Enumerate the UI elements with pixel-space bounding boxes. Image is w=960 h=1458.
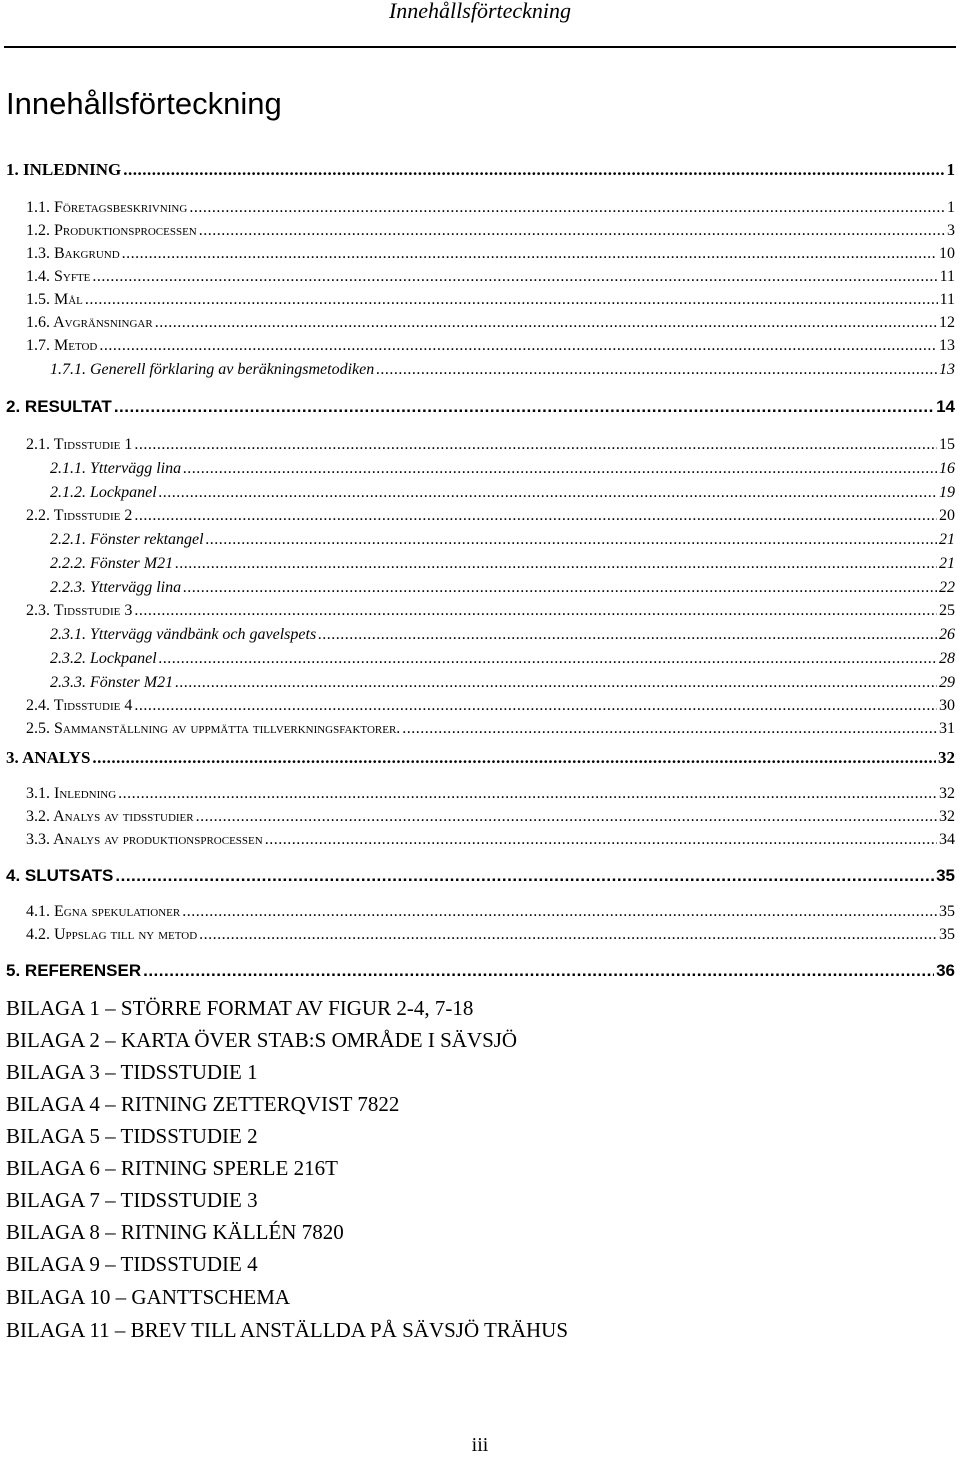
toc-leader — [196, 805, 937, 829]
toc-leader — [183, 457, 937, 481]
toc-leader — [199, 219, 945, 243]
toc-page: 3 — [947, 222, 955, 239]
toc-entry-level3[interactable] — [50, 481, 955, 505]
toc-entry-level1[interactable] — [6, 746, 955, 770]
toc-entry-level2[interactable] — [26, 334, 955, 358]
toc-entry-level1[interactable] — [6, 959, 955, 983]
toc-entry-level3[interactable] — [50, 576, 955, 600]
appendix-item[interactable]: BILAGA 4 – RITNING ZETTERQVIST 7822 — [6, 1092, 400, 1116]
toc-number: 1.2. — [26, 222, 50, 239]
toc-leader — [122, 242, 937, 266]
toc-entry-level1[interactable] — [6, 158, 955, 182]
page-number: iii — [471, 1434, 489, 1456]
toc-page: 32 — [939, 808, 955, 825]
toc-page: 35 — [939, 903, 955, 920]
toc-number: 2.1.2. — [50, 484, 86, 501]
toc-number: 2.1. — [26, 436, 50, 453]
toc-label: Analys av tidsstudier — [53, 808, 194, 825]
toc-page: 22 — [939, 579, 955, 596]
running-header: Innehållsförteckning — [388, 0, 572, 23]
toc-number: 2.2.3. — [50, 579, 86, 596]
toc-number: 3.2. — [26, 808, 50, 825]
toc-leader — [183, 576, 937, 600]
toc-number: 5. — [6, 961, 21, 980]
toc-label: Tidsstudie 3 — [53, 602, 133, 619]
toc-leader — [318, 623, 937, 647]
toc-number: 3.1. — [26, 785, 50, 802]
toc-page: 13 — [939, 361, 955, 378]
toc-leader — [134, 504, 937, 528]
toc-number: 2.3.1. — [50, 626, 86, 643]
toc-entry-level2[interactable] — [26, 265, 955, 289]
toc-entry-level2[interactable] — [26, 288, 955, 312]
toc-label: Sammanställning av uppmätta tillverkningsfaktorer. — [54, 720, 401, 737]
toc-leader — [118, 782, 937, 806]
toc-page: 19 — [939, 484, 955, 501]
toc-entry-level2[interactable] — [26, 242, 955, 266]
toc-number: 1.7.1. — [50, 361, 86, 378]
toc-leader — [159, 647, 937, 671]
toc-page: 12 — [939, 314, 955, 331]
toc-number: 1.3. — [26, 245, 50, 262]
toc-entry-level3[interactable] — [50, 623, 955, 647]
toc-number: 3.3. — [26, 831, 50, 848]
toc-entry-level2[interactable] — [26, 433, 955, 457]
toc-entry-level2[interactable] — [26, 805, 955, 829]
toc-leader — [123, 158, 944, 182]
toc-entry-level2[interactable] — [26, 828, 955, 852]
toc-entry-level3[interactable] — [50, 528, 955, 552]
toc-page: 16 — [939, 460, 955, 477]
toc-page: 29 — [939, 674, 955, 691]
toc-number: 2.3.3. — [50, 674, 86, 691]
toc-leader — [134, 599, 937, 623]
appendix-item[interactable]: BILAGA 7 – TIDSSTUDIE 3 — [6, 1188, 258, 1212]
toc-number: 1. — [6, 160, 19, 179]
toc-number: 2.2.1. — [50, 531, 86, 548]
toc-label: Fönster M21 — [90, 674, 174, 691]
toc-number: 2.2.2. — [50, 555, 86, 572]
toc-label: Fönster rektangel — [90, 531, 204, 548]
toc-label: Uppslag till ny metod — [54, 926, 198, 943]
toc-entry-level3[interactable] — [50, 671, 955, 695]
toc-page: 26 — [939, 626, 955, 643]
toc-leader — [134, 433, 937, 457]
appendix-item[interactable]: BILAGA 2 – KARTA ÖVER STAB:S OMRÅDE I SÄVSJÖ — [6, 1028, 518, 1052]
toc-label: Företagsbeskrivning — [54, 199, 188, 216]
toc-label: Yttervägg lina — [90, 579, 182, 596]
toc-leader — [175, 552, 937, 576]
toc-number: 4.1. — [26, 903, 50, 920]
toc-label: ANALYS — [22, 748, 91, 767]
toc-page: 13 — [939, 337, 955, 354]
toc-label: REFERENSER — [24, 961, 142, 980]
toc-number: 1.7. — [26, 337, 50, 354]
toc-entry-level2[interactable] — [26, 782, 955, 806]
toc-number: 4. — [6, 866, 21, 885]
toc-page: 25 — [939, 602, 955, 619]
toc-label: Metod — [54, 337, 98, 354]
toc-page: 11 — [939, 291, 955, 308]
toc-label: INLEDNING — [23, 160, 122, 179]
toc-page: 35 — [939, 926, 955, 943]
toc-number: 2.3. — [26, 602, 50, 619]
toc-entry-level3[interactable] — [50, 457, 955, 481]
toc-label: Bakgrund — [54, 245, 120, 262]
appendix-item[interactable]: BILAGA 1 – STÖRRE FORMAT AV FIGUR 2-4, 7-18 — [6, 996, 474, 1020]
toc-page: 1 — [946, 160, 955, 179]
toc-number: 2. — [6, 397, 21, 416]
toc-entry-level2[interactable] — [26, 900, 955, 924]
toc-leader — [265, 828, 937, 852]
toc-entry-level2[interactable] — [26, 717, 955, 741]
toc-page: 34 — [939, 831, 955, 848]
toc-leader — [199, 923, 937, 947]
header-rule — [4, 46, 956, 48]
toc-number: 3. — [6, 748, 19, 767]
toc-label: Lockpanel — [90, 484, 157, 501]
toc-number: 1.4. — [26, 268, 50, 285]
toc-leader — [402, 717, 937, 741]
toc-page: 21 — [939, 531, 955, 548]
toc-number: 1.6. — [26, 314, 50, 331]
toc-label: Produktionsprocessen — [54, 222, 197, 239]
toc-entry-level2[interactable] — [26, 219, 955, 243]
toc-number: 2.3.2. — [50, 650, 86, 667]
toc-leader — [99, 334, 937, 358]
toc-leader — [189, 196, 945, 220]
toc-entry-level3[interactable] — [50, 647, 955, 671]
toc-label: Generell förklaring av beräkningsmetodiken — [90, 361, 375, 378]
toc-page: 21 — [939, 555, 955, 572]
toc-leader — [134, 694, 937, 718]
toc-page: 1 — [947, 199, 955, 216]
toc-page: 30 — [939, 697, 955, 714]
toc-number: 2.2. — [26, 507, 50, 524]
appendix-item[interactable]: BILAGA 9 – TIDSSTUDIE 4 — [6, 1252, 258, 1276]
toc-label: Avgränsningar — [53, 314, 153, 331]
toc-entry-level2[interactable] — [26, 504, 955, 528]
toc-leader — [85, 288, 938, 312]
appendix-item[interactable]: BILAGA 8 – RITNING KÄLLÉN 7820 — [6, 1220, 344, 1244]
toc-leader — [155, 311, 937, 335]
appendix-item[interactable]: BILAGA 11 – BREV TILL ANSTÄLLDA PÅ SÄVSJÖ TRÄHUS — [6, 1318, 569, 1342]
toc-label: Tidsstudie 1 — [53, 436, 133, 453]
toc-page: 35 — [936, 866, 955, 885]
toc-leader — [143, 959, 934, 983]
toc-page: 11 — [939, 268, 955, 285]
toc-label: Inledning — [54, 785, 117, 802]
toc-page: 31 — [939, 720, 955, 737]
toc-label: Tidsstudie 4 — [53, 697, 133, 714]
toc-label: Syfte — [54, 268, 91, 285]
toc-label: SLUTSATS — [24, 866, 114, 885]
toc-label: RESULTAT — [24, 397, 112, 416]
toc-entry-level1[interactable] — [6, 864, 955, 888]
toc-number: 1.1. — [26, 199, 50, 216]
toc-label: Yttervägg lina — [90, 460, 182, 477]
toc-page: 10 — [939, 245, 955, 262]
toc-entry-level3[interactable] — [50, 358, 955, 382]
toc-entry-level3[interactable] — [50, 552, 955, 576]
toc-leader — [182, 900, 937, 924]
toc-label: Lockpanel — [90, 650, 157, 667]
toc-page: 20 — [939, 507, 955, 524]
toc-entry-level2[interactable] — [26, 694, 955, 718]
toc-leader — [376, 358, 937, 382]
toc-entry-level2[interactable] — [26, 599, 955, 623]
toc-entry-level2[interactable] — [26, 923, 955, 947]
toc-number: 2.5. — [26, 720, 50, 737]
toc-leader — [175, 671, 937, 695]
toc-number: 1.5. — [26, 291, 50, 308]
toc-leader — [92, 746, 936, 770]
toc-leader — [92, 265, 937, 289]
toc-label: Fönster M21 — [90, 555, 174, 572]
appendix-item[interactable]: BILAGA 6 – RITNING SPERLE 216T — [6, 1156, 338, 1180]
toc-label: Analys av produktionsprocessen — [53, 831, 263, 848]
toc-page: 15 — [939, 436, 955, 453]
toc-number: 2.4. — [26, 697, 50, 714]
toc-entry-level2[interactable] — [26, 196, 955, 220]
toc-label: Mål — [54, 291, 83, 308]
toc-leader — [115, 864, 934, 888]
toc-page: 28 — [939, 650, 955, 667]
appendix-item[interactable]: BILAGA 3 – TIDSSTUDIE 1 — [6, 1060, 258, 1084]
toc-label: Egna spekulationer — [54, 903, 181, 920]
toc-leader — [159, 481, 937, 505]
toc-page: 32 — [939, 785, 955, 802]
toc-leader — [206, 528, 937, 552]
toc-entry-level1[interactable] — [6, 395, 955, 419]
toc-page: 36 — [936, 961, 955, 980]
toc-entry-level2[interactable] — [26, 311, 955, 335]
toc-label: Yttervägg vändbänk och gavelspets — [90, 626, 317, 643]
toc-leader — [114, 395, 934, 419]
toc-page: 14 — [936, 397, 955, 416]
page-title: Innehållsförteckning — [6, 86, 282, 121]
toc-label: Tidsstudie 2 — [53, 507, 133, 524]
toc-page: 32 — [938, 748, 955, 767]
appendix-item[interactable]: BILAGA 10 – GANTTSCHEMA — [6, 1285, 291, 1309]
appendix-item[interactable]: BILAGA 5 – TIDSSTUDIE 2 — [6, 1124, 258, 1148]
toc-number: 2.1.1. — [50, 460, 86, 477]
toc-number: 4.2. — [26, 926, 50, 943]
